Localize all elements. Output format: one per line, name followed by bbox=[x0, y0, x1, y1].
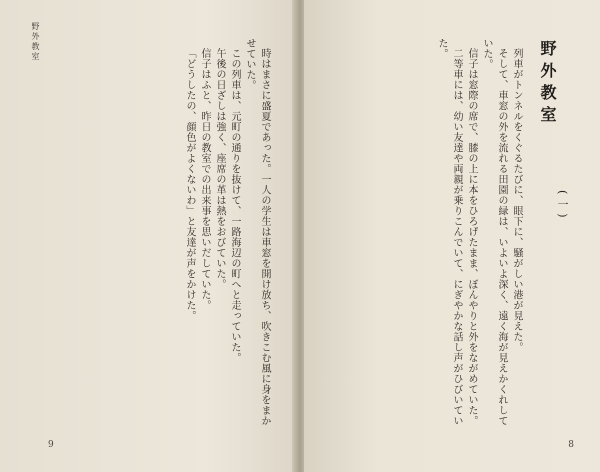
paragraph: そして、車窓の外を流れる田園の緑は、いよいよ深く、遠く海が見えかくれしていた。 bbox=[481, 38, 507, 426]
chapter-title: 野外教室 bbox=[538, 40, 557, 128]
running-head: 野外教室 bbox=[31, 22, 40, 62]
paragraph: 二等車には、幼い友達や両親が乗りこんでいて、にぎやかな話し声がひびいていた。 bbox=[436, 38, 462, 426]
left-page bbox=[0, 0, 296, 472]
paragraph: 午後の日ざしは強く、座席の革は熱をおびていた。 bbox=[214, 48, 225, 290]
right-page-body bbox=[324, 38, 524, 430]
page-number-right: 8 bbox=[568, 440, 574, 450]
paragraph: 時はまさに盛夏であった。一人の学生は車窓を開け放ち、吹きこむ風に身をまかせていた。 bbox=[244, 38, 270, 426]
paragraph: 「どうしたの、顔色がよくないわ」と友達が声をかけた。 bbox=[184, 48, 195, 321]
paragraph: 列車がトンネルをくぐるたびに、眼下に、騒がしい港が見えた。 bbox=[511, 48, 522, 353]
right-page bbox=[304, 0, 600, 472]
paragraph: 信子は窓際の席で、膝の上に本をひろげたまま、ぼんやりと外をながめていた。 bbox=[466, 48, 477, 426]
paragraph: 信子はふと、昨日の教室での出来事を思いだしていた。 bbox=[199, 48, 210, 311]
left-page-body bbox=[40, 38, 272, 430]
chapter-number: (一) bbox=[556, 190, 569, 222]
paragraph: この列車は、元町の通りを抜けて、一路海辺の町へと走っていた。 bbox=[229, 48, 240, 363]
page-number-left: 9 bbox=[48, 440, 54, 450]
